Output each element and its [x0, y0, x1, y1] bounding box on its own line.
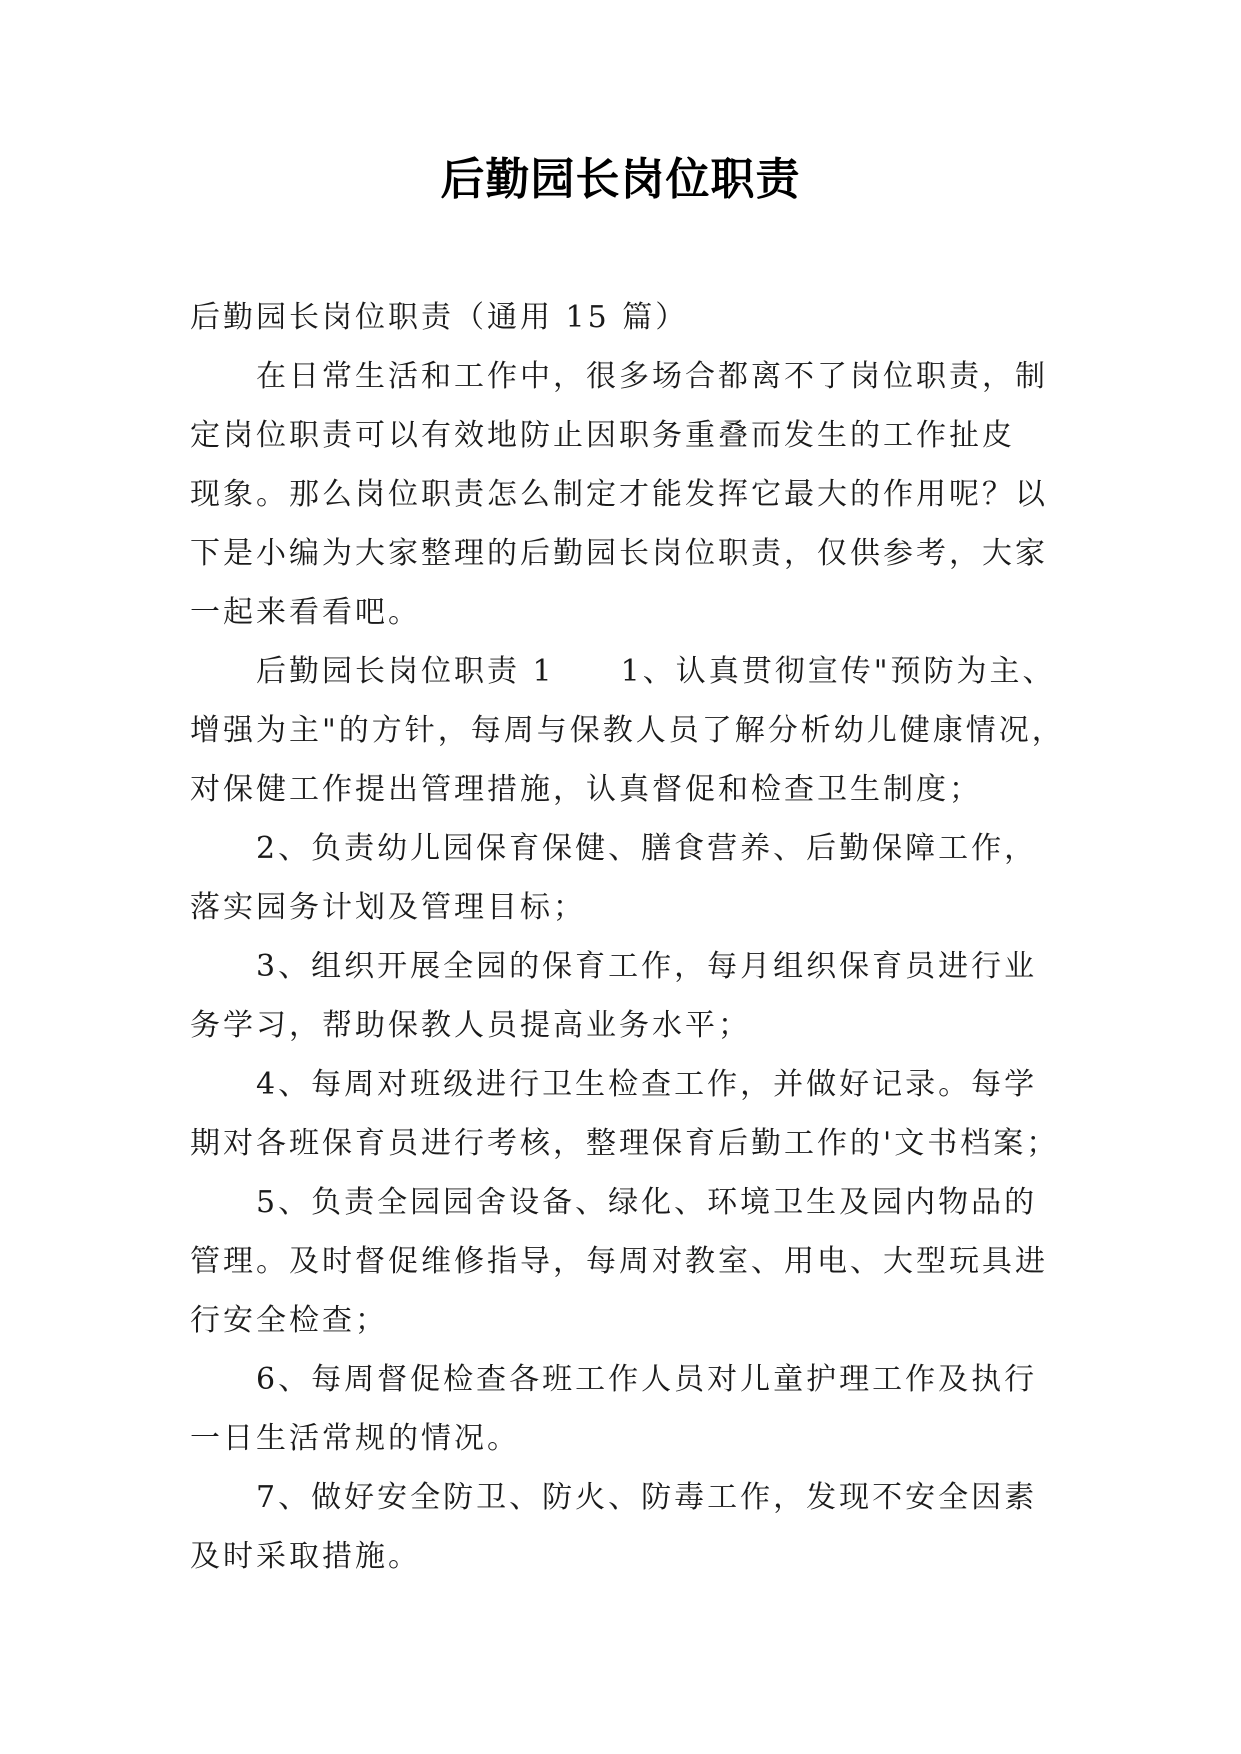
paragraph-line: 务学习，帮助保教人员提高业务水平；	[190, 1008, 751, 1043]
paragraph-line: 现象。那么岗位职责怎么制定才能发挥它最大的作用呢？以	[190, 477, 1048, 512]
paragraph-line: 定岗位职责可以有效地防止因职务重叠而发生的工作扯皮	[190, 418, 1015, 453]
paragraph-line: 及时采取措施。	[190, 1539, 421, 1574]
subtitle-line: 后勤园长岗位职责（通用 15 篇）	[190, 300, 689, 335]
paragraph-line: 行安全检查；	[190, 1303, 388, 1338]
document-body	[190, 288, 1065, 1586]
paragraph-line: 6、每周督促检查各班工作人员对儿童护理工作及执行	[256, 1362, 1038, 1397]
paragraph-line: 一日生活常规的情况。	[190, 1421, 520, 1456]
paragraph-line: 2、负责幼儿园保育保健、膳食营养、后勤保障工作，	[256, 831, 1038, 866]
document-title: 后勤园长岗位职责	[440, 154, 801, 205]
paragraph-line: 管理。及时督促维修指导，每周对教室、用电、大型玩具进	[190, 1244, 1048, 1279]
paragraph-line: 一起来看看吧。	[190, 595, 421, 630]
paragraph-line: 对保健工作提出管理措施，认真督促和检查卫生制度；	[190, 772, 982, 807]
paragraph-line: 增强为主"的方针，每周与保教人员了解分析幼儿健康情况，	[190, 713, 1065, 748]
paragraph-line: 落实园务计划及管理目标；	[190, 890, 586, 925]
paragraph-line: 下是小编为大家整理的后勤园长岗位职责，仅供参考，大家	[190, 536, 1048, 571]
paragraph-line: 期对各班保育员进行考核，整理保育后勤工作的'文书档案；	[190, 1126, 1060, 1161]
paragraph-line: 后勤园长岗位职责 1 1、认真贯彻宣传"预防为主、	[256, 654, 1056, 689]
paragraph-line: 7、做好安全防卫、防火、防毒工作，发现不安全因素	[256, 1480, 1038, 1515]
paragraph-line: 3、组织开展全园的保育工作，每月组织保育员进行业	[256, 949, 1038, 984]
paragraph-line: 在日常生活和工作中，很多场合都离不了岗位职责，制	[256, 359, 1048, 394]
paragraph-line: 5、负责全园园舍设备、绿化、环境卫生及园内物品的	[256, 1185, 1038, 1220]
paragraph-line: 4、每周对班级进行卫生检查工作，并做好记录。每学	[256, 1067, 1038, 1102]
